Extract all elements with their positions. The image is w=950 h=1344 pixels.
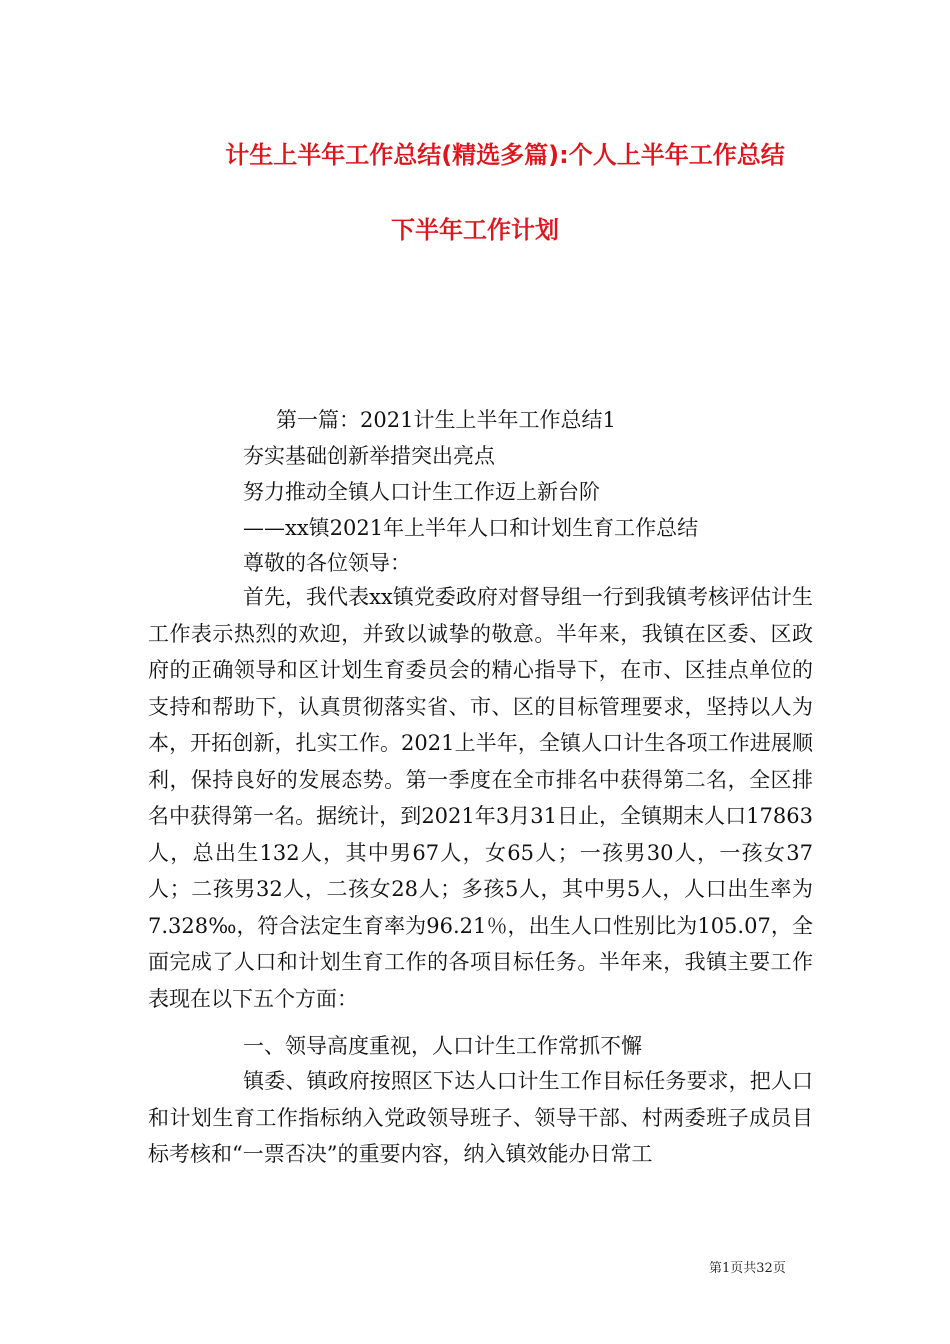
section-1-heading: 一、领导高度重视，人口计生工作常抓不懈 bbox=[243, 1034, 642, 1058]
paragraph-2-text: 镇委、镇政府按照区下达人口计生工作目标任务要求，把人口和计划生育工作指标纳入党政领导班子、领导干部、村两委班子成员目标考核和“一票否决”的重要内容，纳入镇效能办日常工 bbox=[148, 1069, 813, 1166]
document-title-line-1: 计生上半年工作总结(精选多篇):个人上半年工作总结 bbox=[225, 141, 785, 169]
greeting: 尊敬的各位领导： bbox=[243, 551, 411, 575]
paragraph-1-text: 首先，我代表xx镇党委政府对督导组一行到我镇考核评估计生工作表示热烈的欢迎，并致以诚挚的敬意。半年来，我镇在区委、区政府的正确领导和区计划生育委员会的精心指导下，在市、区挂点单位的支持和帮助下，认真贯彻落实省、市、区的目标管理要求，坚持以人为本，开拓创新，扎实工作。2021上半年，全镇人口计生各项工作进展顺利，保持良好的发展态势。第一季度在全市排名中获得第二名，全区排名中获得第一名。据统计，到2021年3月31日止，全镇期末人口17863人，总出生132人，其中男67人，女65人；一孩男30人，一孩女37人；二孩男32人，二孩女28人；多孩5人，其中男5人，人口出生率为7.328‰，符合法定生育率为96.21％，出生人口性别比为105.07，全面完成了人口和计划生育工作的各项目标任务。半年来，我镇主要工作表现在以下五个方面： bbox=[148, 585, 813, 1011]
document-title-line-2: 下半年工作计划 bbox=[391, 216, 559, 244]
paragraph-1 bbox=[148, 579, 813, 1017]
page-number: 第1页共32页 bbox=[709, 1261, 786, 1276]
paragraph-2 bbox=[148, 1063, 813, 1173]
subtitle-1: 夯实基础创新举措突出亮点 bbox=[243, 444, 495, 468]
subtitle-2: 努力推动全镇人口计生工作迈上新台阶 bbox=[243, 480, 600, 504]
subtitle-3: ——xx镇2021年上半年人口和计划生育工作总结 bbox=[243, 516, 699, 540]
article-heading: 第一篇：2021计生上半年工作总结1 bbox=[276, 408, 616, 432]
